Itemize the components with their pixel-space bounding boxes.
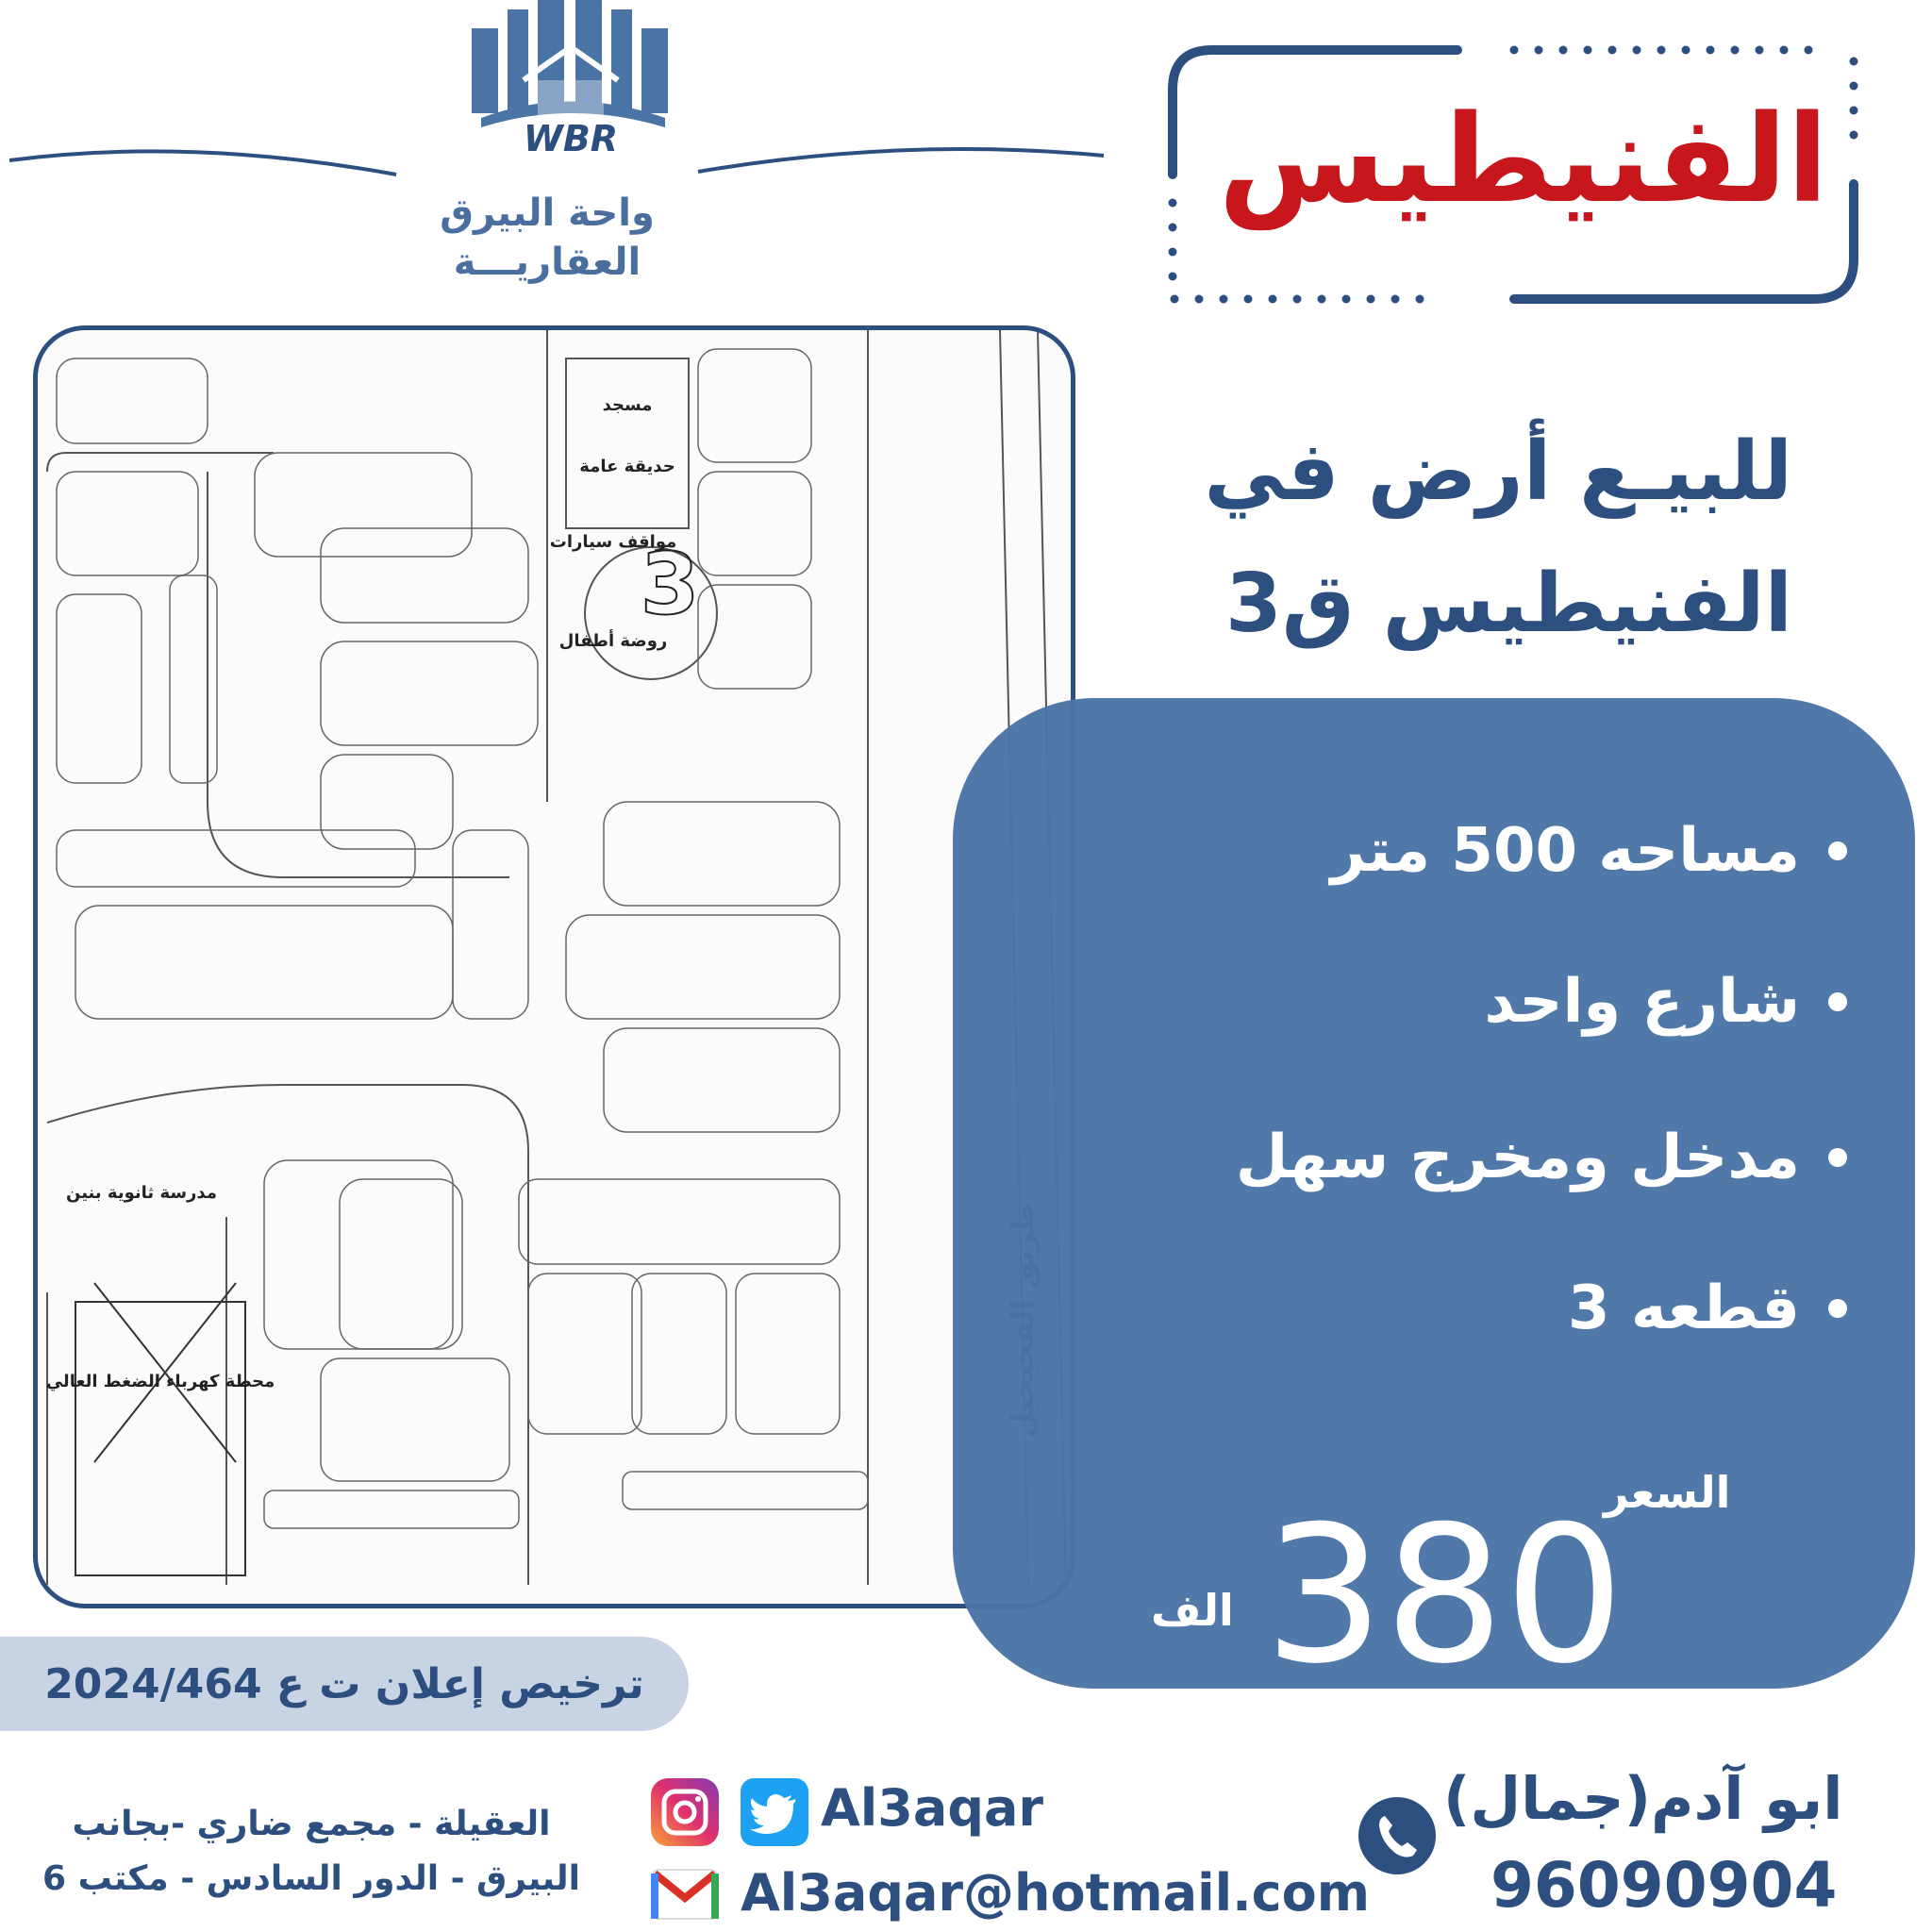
bullet-icon [1828, 992, 1847, 1011]
map-label-parking: مواقف سيارات [549, 532, 677, 552]
price-unit: الف [1151, 1585, 1234, 1636]
address-line2: البيرق - الدور السادس - مكتب 6 [42, 1859, 580, 1898]
logo-text: WBR [523, 118, 619, 159]
price-value: 380 [1264, 1486, 1624, 1706]
company-name-line2: العقاريـــة [453, 241, 641, 284]
logo-wave [0, 132, 1113, 179]
plan-drawing [38, 330, 1071, 1604]
bullet-icon [1828, 1299, 1847, 1318]
company-name-line1: واحة البيرق [440, 192, 655, 235]
contact-phone[interactable]: 96090904 [1491, 1849, 1838, 1922]
phone-icon[interactable] [1358, 1797, 1436, 1874]
feature-access-text: مدخل ومخرج سهل [1235, 1123, 1800, 1192]
feature-block [1568, 1274, 1847, 1343]
headline-line1: للبيـع أرض في [1204, 425, 1792, 519]
feature-access [1236, 1123, 1847, 1192]
bullet-icon [1828, 1148, 1847, 1167]
company-name [396, 189, 698, 287]
map-label-school: مدرسة ثانوية بنين [66, 1183, 217, 1203]
instagram-icon[interactable] [651, 1778, 719, 1846]
map-label-park: حديقة عامة [579, 457, 675, 476]
feature-area-text: مساحه 500 متر [1330, 816, 1800, 886]
address-line1: العقيلة - مجمع ضاري -بجانب [72, 1805, 551, 1843]
headline [1085, 406, 1792, 670]
map-label-kindergarten: روضة أطفال [558, 631, 668, 651]
email-link[interactable]: Al3aqar@hotmail.com [741, 1863, 1371, 1923]
feature-area [1331, 816, 1847, 886]
headline-line2: الفنيطيس ق3 [1225, 557, 1792, 651]
page-title: الفنيطيس [1218, 90, 1828, 230]
twitter-icon[interactable] [741, 1778, 808, 1846]
feature-block-text: قطعه 3 [1568, 1274, 1800, 1343]
social-handle[interactable]: Al3aqar [821, 1778, 1044, 1838]
feature-street-text: شارع واحد [1484, 967, 1800, 1037]
land-plan-map [33, 325, 1075, 1608]
gmail-icon[interactable] [651, 1866, 719, 1923]
bullet-icon [1828, 841, 1847, 860]
feature-street [1484, 967, 1847, 1037]
price-label: السعر [1604, 1467, 1731, 1518]
map-label-block: 3 [640, 535, 700, 634]
map-label-power-station: محطة كهرباء الضغط العالي [45, 1372, 275, 1391]
license-badge: ترخيص إعلان ت ع 2024/464 [0, 1637, 689, 1731]
office-address [38, 1797, 585, 1907]
map-label-mosque: مسجد [602, 395, 653, 415]
contact-name: ابو آدم(جمال) [1443, 1764, 1843, 1833]
